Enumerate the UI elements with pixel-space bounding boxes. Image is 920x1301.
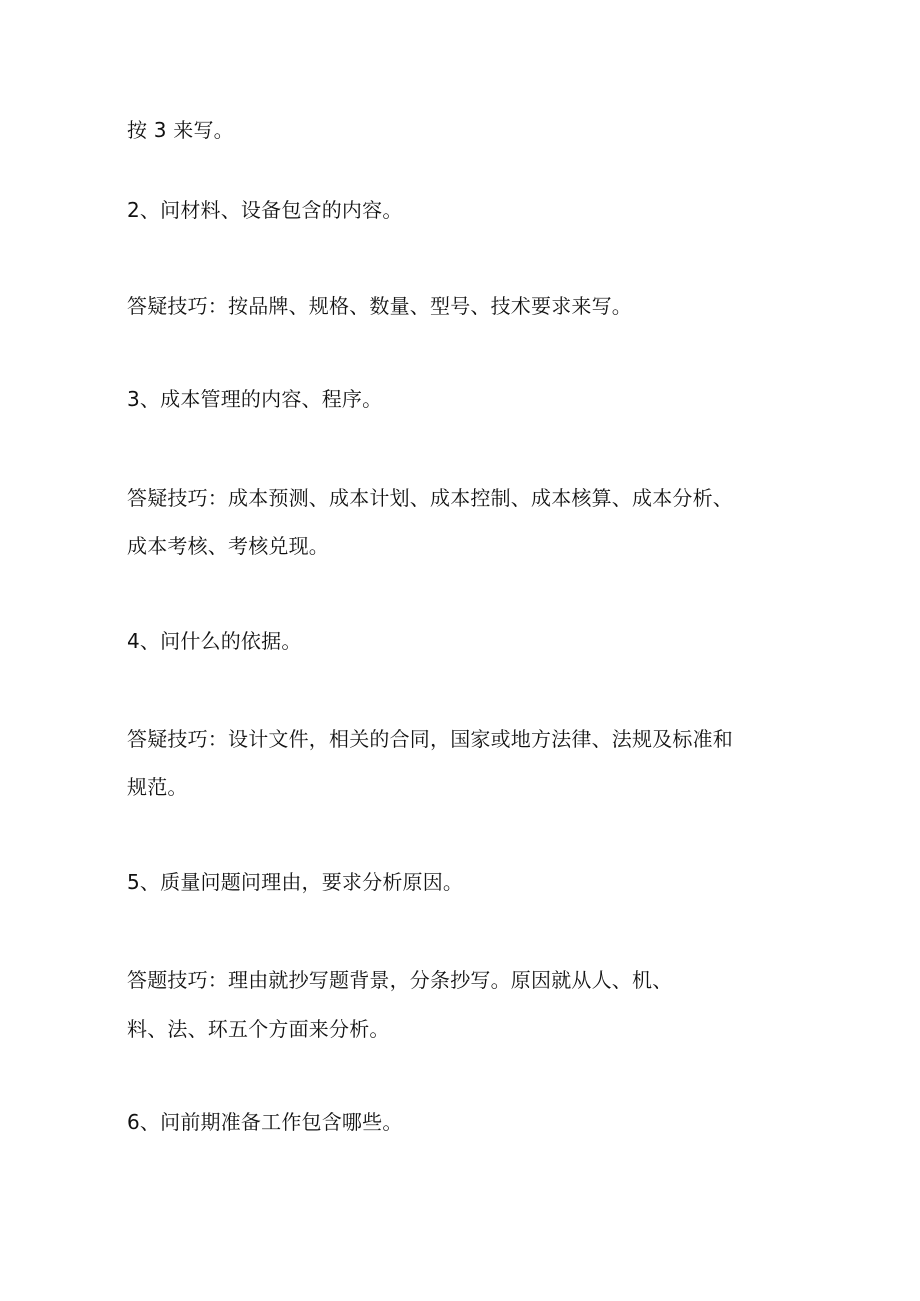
question-heading: 3、成本管理的内容、程序。: [127, 387, 383, 411]
answer-tip-continued: 规范。: [127, 775, 188, 799]
answer-tip: 答疑技巧：按品牌、规格、数量、型号、技术要求来写。: [127, 294, 632, 318]
question-heading: 4、问什么的依据。: [127, 629, 302, 653]
question-heading: 2、问材料、设备包含的内容。: [127, 198, 403, 222]
text-line: 按 3 来写。: [127, 118, 234, 142]
answer-tip: 答疑技巧：设计文件，相关的合同，国家或地方法律、法规及标准和: [127, 727, 733, 751]
answer-tip-continued: 料、法、环五个方面来分析。: [127, 1017, 390, 1041]
question-heading: 5、质量问题问理由，要求分析原因。: [127, 870, 464, 894]
question-heading: 6、问前期准备工作包含哪些。: [127, 1110, 403, 1134]
answer-tip-continued: 成本考核、考核兑现。: [127, 534, 329, 558]
answer-tip: 答疑技巧：成本预测、成本计划、成本控制、成本核算、成本分析、: [127, 486, 733, 510]
answer-tip: 答题技巧：理由就抄写题背景，分条抄写。原因就从人、机、: [127, 968, 673, 992]
